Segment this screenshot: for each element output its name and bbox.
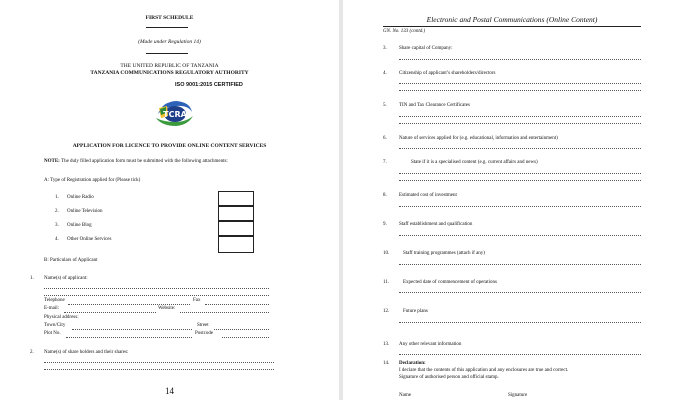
answer-line[interactable] — [399, 322, 641, 323]
tcra-logo — [152, 96, 196, 130]
item-label: State if it is a specialised content (e.g. current affairs and news) — [411, 160, 538, 165]
item-number: 14. — [383, 361, 390, 366]
answer-line[interactable] — [399, 264, 641, 265]
item-label: Future plans — [403, 309, 428, 314]
tick-box-other-services[interactable] — [218, 236, 254, 253]
item-label: Expected date of commencement of operations — [403, 280, 497, 285]
title-rule — [146, 27, 188, 28]
telephone-label: Telephone — [44, 298, 65, 303]
item-number: 3. — [383, 46, 387, 51]
tick-box-online-blog[interactable] — [218, 221, 254, 236]
item-number: 10. — [383, 251, 390, 256]
republic-name: THE UNITED REPUBLIC OF TANZANIA — [120, 63, 219, 69]
answer-line[interactable] — [399, 180, 641, 181]
item-number: 8. — [383, 193, 387, 198]
item-label: Any other relevant information — [399, 342, 462, 347]
answer-line[interactable] — [399, 235, 641, 236]
shareholders-field[interactable] — [44, 362, 274, 363]
item-number: 7. — [383, 160, 387, 165]
option-row: 3. — [55, 223, 59, 228]
section-b-heading: B: Particulars of Applicant — [44, 258, 98, 263]
item-number: 6. — [383, 136, 387, 141]
email-field[interactable] — [64, 312, 156, 313]
item-number: 5. — [383, 103, 387, 108]
iso-certified: ISO 9001:2015 CERTIFIED — [175, 82, 243, 88]
section-a-heading: A: Type of Registration applied for (Please tick) — [44, 178, 141, 183]
note-line — [44, 159, 228, 164]
shareholders-field[interactable] — [44, 369, 274, 370]
answer-line[interactable] — [399, 173, 641, 174]
question-number: 2. — [30, 350, 34, 355]
physical-address-label: Physical address: — [44, 315, 79, 320]
answer-line[interactable] — [399, 83, 641, 84]
fax-field[interactable] — [205, 304, 269, 305]
question-number: 1. — [30, 276, 34, 281]
tick-box-online-television[interactable] — [218, 206, 254, 221]
answer-line[interactable] — [399, 206, 641, 207]
authority-name: TANZANIA COMMUNICATIONS REGULATORY AUTHORITY — [90, 70, 249, 76]
option-row: 4. — [55, 237, 59, 242]
applicant-name-field[interactable] — [44, 288, 269, 289]
item-number: 13. — [383, 342, 390, 347]
form-title: APPLICATION FOR LICENCE TO PROVIDE ONLINE CONTENT SERVICES — [72, 143, 267, 149]
fax-label: Fax — [193, 298, 201, 303]
left-page — [0, 0, 339, 400]
option-label: Online Radio — [67, 195, 94, 200]
item-label: Share capital of Company: — [399, 46, 453, 51]
item-number: 12. — [383, 309, 390, 314]
answer-line[interactable] — [399, 59, 641, 60]
declaration-title: Declaration: — [399, 361, 426, 366]
website-label: Website: — [158, 306, 176, 311]
item-number: 4. — [383, 71, 387, 76]
svg-text:TCRA: TCRA — [163, 110, 187, 119]
answer-line[interactable] — [399, 292, 641, 293]
item-label: Citizenship of applicant’s shareholders/directors — [399, 71, 496, 76]
tick-box-online-radio[interactable] — [218, 191, 254, 206]
item-number: 9. — [383, 222, 387, 227]
option-label: Online Television — [67, 209, 103, 214]
item-label: Estimated cost of investment — [399, 193, 457, 198]
answer-line[interactable] — [399, 354, 641, 355]
schedule-title: FIRST SCHEDULE — [145, 15, 194, 21]
regulation-rule — [146, 53, 188, 54]
applicant-name-label: Name(s) of applicant: — [44, 276, 88, 281]
regulation-note: (Made under Regulation 14) — [138, 39, 201, 45]
page-number: 14 — [165, 386, 174, 396]
option-row: 2. — [55, 209, 59, 214]
telephone-field[interactable] — [68, 304, 190, 305]
postcode-field[interactable] — [222, 337, 269, 338]
running-header: Electronic and Postal Communications (Online Content) — [426, 15, 598, 24]
street-label: Street — [197, 323, 209, 328]
header-rule — [383, 26, 641, 27]
item-label: TIN and Tax Clearance Certificates — [399, 103, 470, 108]
item-number: 11. — [383, 280, 390, 285]
declaration-text: I declare that the contents of this application and any enclosures are true and correct. — [399, 368, 569, 373]
applicant-name-field[interactable] — [44, 295, 269, 296]
street-field[interactable] — [214, 329, 269, 330]
town-label: Town/City — [44, 323, 66, 328]
signature-instruction: Signature of authorised person and official stamp. — [399, 375, 499, 380]
plot-label: Plot No. — [44, 331, 61, 336]
right-page — [343, 0, 681, 400]
item-label: Nature of services applied for (e.g. educational, information and entertainment) — [399, 136, 558, 141]
option-label: Other Online Services — [67, 237, 112, 242]
town-field[interactable] — [72, 329, 192, 330]
option-label: Online Blog — [67, 223, 92, 228]
item-label: Staff establishment and qualification — [399, 222, 473, 227]
email-label: E-mail: — [44, 306, 59, 311]
website-field[interactable] — [180, 312, 269, 313]
shareholders-label: Name(s) of share holders and their shares: — [44, 350, 129, 355]
item-label: Staff training programmes (attach if any) — [403, 251, 485, 256]
plot-field[interactable] — [66, 337, 192, 338]
answer-line[interactable] — [399, 90, 641, 91]
option-row: 1. — [55, 195, 59, 200]
answer-line[interactable] — [399, 148, 641, 149]
name-label: Name — [399, 393, 411, 398]
postcode-label: Postcode — [195, 331, 214, 336]
note-label: NOTE: — [44, 159, 60, 164]
note-text: The duly filled application form must be submitted with the following attachments: — [61, 159, 228, 164]
signature-label: Signature — [508, 393, 528, 398]
answer-line[interactable] — [399, 123, 641, 124]
gn-reference: GN. No. 133 (contd.) — [383, 29, 426, 34]
answer-line[interactable] — [399, 116, 641, 117]
